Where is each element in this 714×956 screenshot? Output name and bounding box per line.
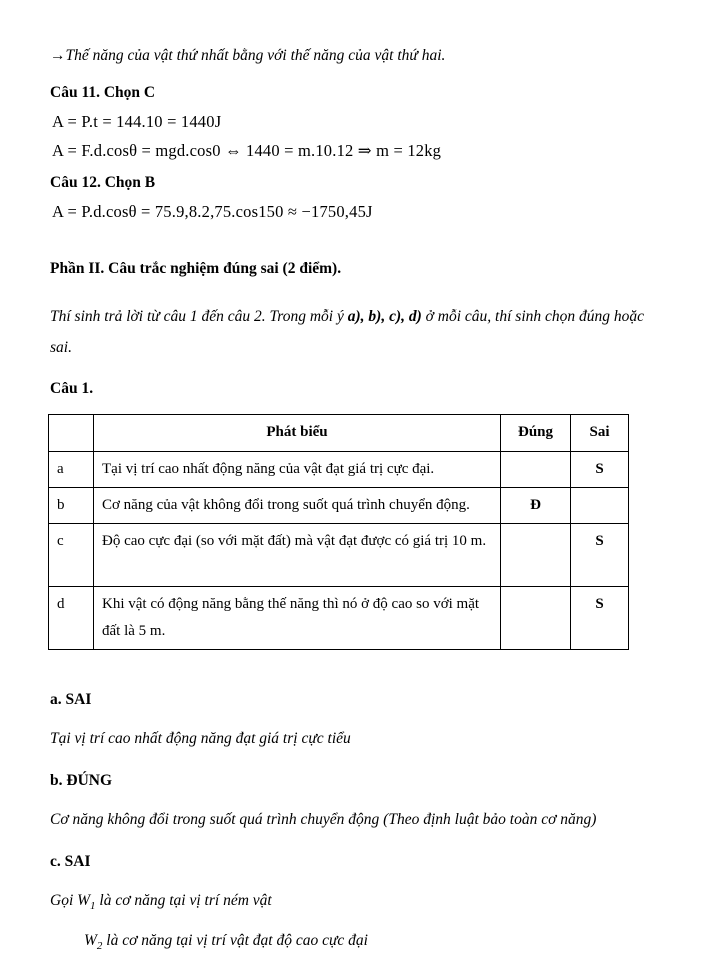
true-false-table: [48, 414, 629, 650]
label-header-cell: [49, 415, 94, 452]
part2-heading: Phần II. Câu trắc nghiệm đúng sai (2 điểm).: [50, 260, 342, 277]
sai-header-cell: Sai: [571, 415, 629, 452]
conclusion-text: Thế năng của vật thứ nhất bằng với thế năng của vật thứ hai.: [65, 47, 446, 64]
instruction-prefix: Thí sinh trả lời từ câu 1 đến câu 2. Trong mỗi ý: [50, 308, 348, 325]
statement-header-cell: Phát biểu: [94, 415, 501, 452]
dung-cell: [501, 587, 571, 650]
answer-c-explanation-line2: [84, 931, 662, 956]
row-label-cell: d: [49, 587, 94, 650]
sai-cell: S: [571, 452, 629, 488]
cau12-formula: A = P.d.cosθ = 75.9,8.2,75.cos150 ≈ −1750,45J: [52, 202, 373, 221]
dung-cell: Đ: [501, 488, 571, 524]
cau11-formula-1: A = P.t = 144.10 = 1440J: [52, 112, 222, 131]
cau1-heading: Câu 1.: [50, 380, 94, 397]
w1-subscript: 1: [90, 900, 96, 913]
answer-b-explanation: Cơ năng không đổi trong suốt quá trình chuyển động (Theo định luật bảo toàn cơ năng): [50, 811, 597, 828]
w2-subscript: 2: [96, 940, 103, 953]
table-header-row: [49, 415, 629, 452]
c-line2-prefix: W: [84, 932, 97, 950]
table-row: [49, 524, 629, 587]
row-label-cell: b: [49, 488, 94, 524]
c-line1-prefix: Gọi W: [50, 892, 91, 909]
cau11-heading: Câu 11. Chọn C: [50, 84, 156, 101]
instruction-bold-part: a), b), c), d): [347, 308, 422, 325]
table-row: [49, 587, 629, 650]
dung-header-cell: Đúng: [501, 415, 571, 452]
row-label-cell: c: [49, 524, 94, 587]
table-row: [49, 488, 629, 524]
statement-cell: Khi vật có động năng bằng thế năng thì nó ở độ cao so với mặt đất là 5 m.: [94, 587, 501, 650]
answer-c-explanation-line1: [50, 891, 662, 916]
arrow-glyph: →: [50, 47, 66, 64]
dung-cell: [501, 452, 571, 488]
cau11-formula-2: A = F.d.cosθ = mgd.cos0 ⇔ 1440 = m.10.12 ⇒ m = 12kg: [52, 141, 442, 160]
answer-b-heading: b. ĐÚNG: [50, 772, 113, 789]
dung-cell: [501, 524, 571, 587]
part2-instruction: [50, 301, 662, 363]
conclusion-line: [50, 46, 662, 66]
c-line2-suffix: là cơ năng tại vị trí vật đạt độ cao cực đại: [102, 932, 368, 950]
answer-a-heading: a. SAI: [50, 691, 92, 708]
table-row: [49, 452, 629, 488]
cau12-heading: Câu 12. Chọn B: [50, 174, 156, 191]
answer-c-heading: c. SAI: [50, 853, 91, 870]
sai-cell: [571, 488, 629, 524]
statement-cell: Cơ năng của vật không đổi trong suốt quá trình chuyển động.: [94, 488, 501, 524]
statement-cell: Độ cao cực đại (so với mặt đất) mà vật đạt được có giá trị 10 m.: [94, 524, 501, 587]
answer-a-explanation: Tại vị trí cao nhất động năng đạt giá trị cực tiểu: [50, 730, 351, 747]
row-label-cell: a: [49, 452, 94, 488]
c-line1-suffix: là cơ năng tại vị trí ném vật: [95, 892, 272, 909]
sai-cell: S: [571, 524, 629, 587]
sai-cell: S: [571, 587, 629, 650]
statement-cell: Tại vị trí cao nhất động năng của vật đạt giá trị cực đại.: [94, 452, 501, 488]
instruction-suffix: ở mỗi câu, thí sinh chọn đúng hoặc sai.: [50, 308, 645, 356]
